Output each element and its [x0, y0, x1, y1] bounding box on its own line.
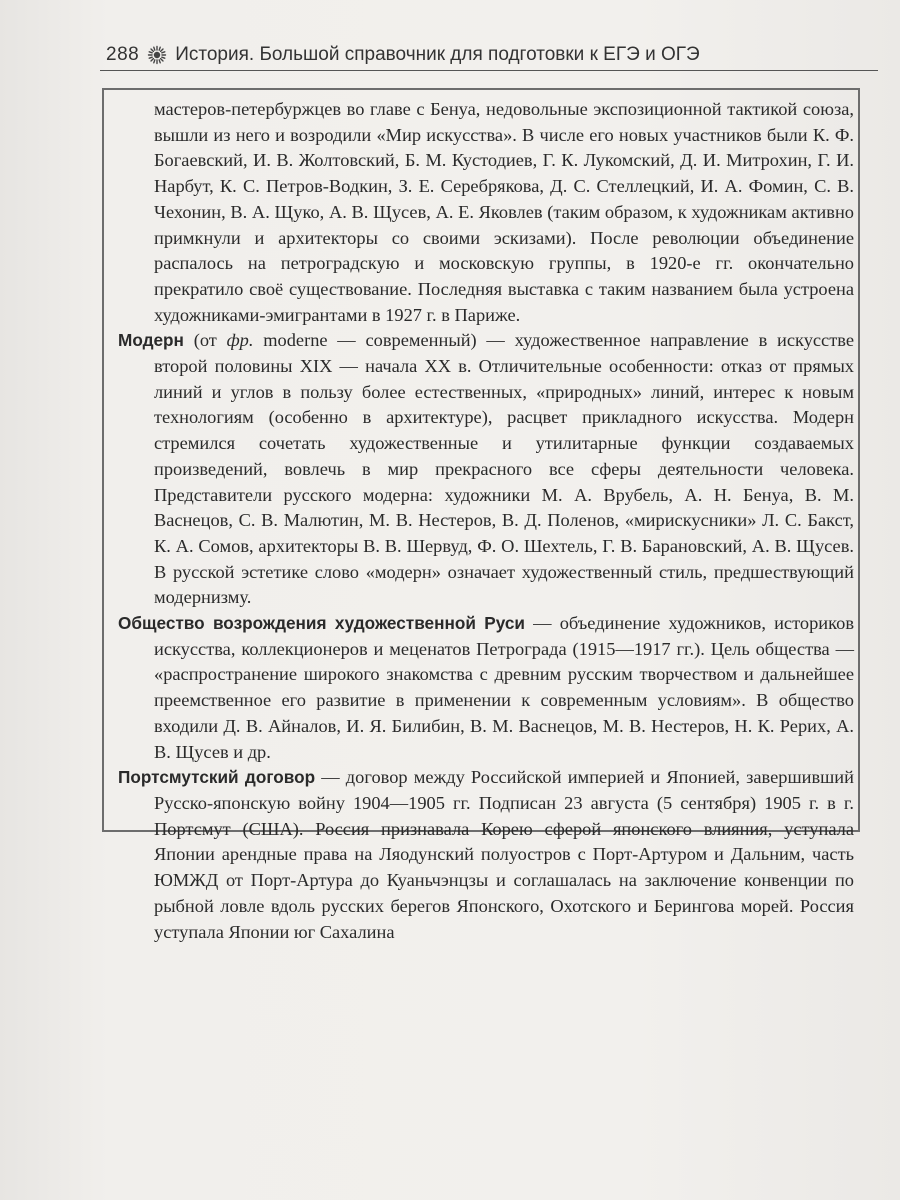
entry-term: Портсмутский договор — [118, 767, 316, 788]
header-title: История. Большой справочник для подготовки к ЕГЭ и ОГЭ — [175, 44, 700, 65]
header-rule — [100, 70, 878, 71]
entry-society — [118, 611, 854, 765]
entry-text: мастеров-петербуржцев во главе с Бенуа, недовольные экспозиционной тактикой союза, вышли из него и возродили «Мир искусства». В числе его новых участников были К. Ф. Богаевский, И. В. Жолтовский, Б. М. Кустодиев, Г. К. Лукомский, Д. И. Митрохин, Г. И. Нарбут, К. С. Петров-Водкин, З. Е. Серебрякова, Д. С. Стеллецкий, И. А. Фомин, С. В. Чехонин, В. А. Щуко, А. В. Щусев, А. Е. Яковлев (таким образом, к художникам активно примкнули и архитекторы со своими эскизами). После революции объединение распалось на петроградскую и московскую группы, в 1920-е гг. окончательно прекратило своё существование. Последняя выставка с таким названием была устроена художниками-эмигрантами в 1927 г. в Париже. — [154, 99, 854, 325]
entry-term: Модерн — [118, 330, 184, 351]
entry-modern — [118, 328, 854, 611]
entry-portsmouth — [118, 765, 854, 945]
glossary-box — [102, 88, 860, 942]
entry-pre-lang: (от — [183, 330, 227, 351]
page-number: 288 — [106, 44, 140, 65]
sun-icon — [147, 45, 167, 65]
running-header — [106, 40, 876, 70]
entry-lang-abbr: фр. — [226, 330, 254, 351]
entry-text: — объединение художников, историков искусства, коллекционеров и меценатов Петрограда (1915—1917 гг.). Цель общества — «распространение широкого знакомства с древним русским творчеством и дальнейшее преемственное его развитие в применении к современным условиям». В общество входили Д. В. Айналов, И. Я. Билибин, В. М. Васнецов, М. В. Нестеров, Н. К. Рерих, А. В. Щусев и др. — [154, 613, 854, 762]
entry-text: moderne — современный) — художественное направление в искусстве второй половины XIX — начала XX в. Отличительные особенности: отказ от прямых линий и углов в пользу более естественных, «природных» линий, интерес к новым технологиям (особенно в архитектуре), расцвет прикладного искусства. Модерн стремился сочетать художественные и утилитарные функции создаваемых произведений, вовлечь в мир прекрасного все сферы деятельности человека. Представители русского модерна: художники М. А. Врубель, А. Н. Бенуа, В. М. Васнецов, С. В. Малютин, М. В. Нестеров, В. Д. Поленов, «мирискусники» Л. С. Бакст, К. А. Сомов, архитекторы В. В. Шервуд, Ф. О. Шехтель, Г. В. Барановский, А. В. Щусев. В русской эстетике слово «модерн» означает художественный стиль, предшествующий модернизму. — [154, 330, 854, 608]
entry-text: — договор между Российской империей и Японией, завершивший Русско-японскую войну 1904—1905 гг. Подписан 23 августа (5 сентября) 1905 г. в г. Портсмут (США). Россия признавала Корею сферой японского влияния, уступала Японии арендные права на Ляодунский полуостров с Порт-Артуром и Дальним, часть ЮМЖД от Порт-Артура до Куаньчэнцзы и соглашалась на заключение конвенции по рыбной ловле вдоль русских берегов Японского, Охотского и Берингова морей. Россия уступала Японии юг Сахалина — [154, 767, 854, 942]
entry-term: Общество возрождения художественной Руси — [118, 613, 525, 634]
entry-continuation — [118, 97, 854, 328]
